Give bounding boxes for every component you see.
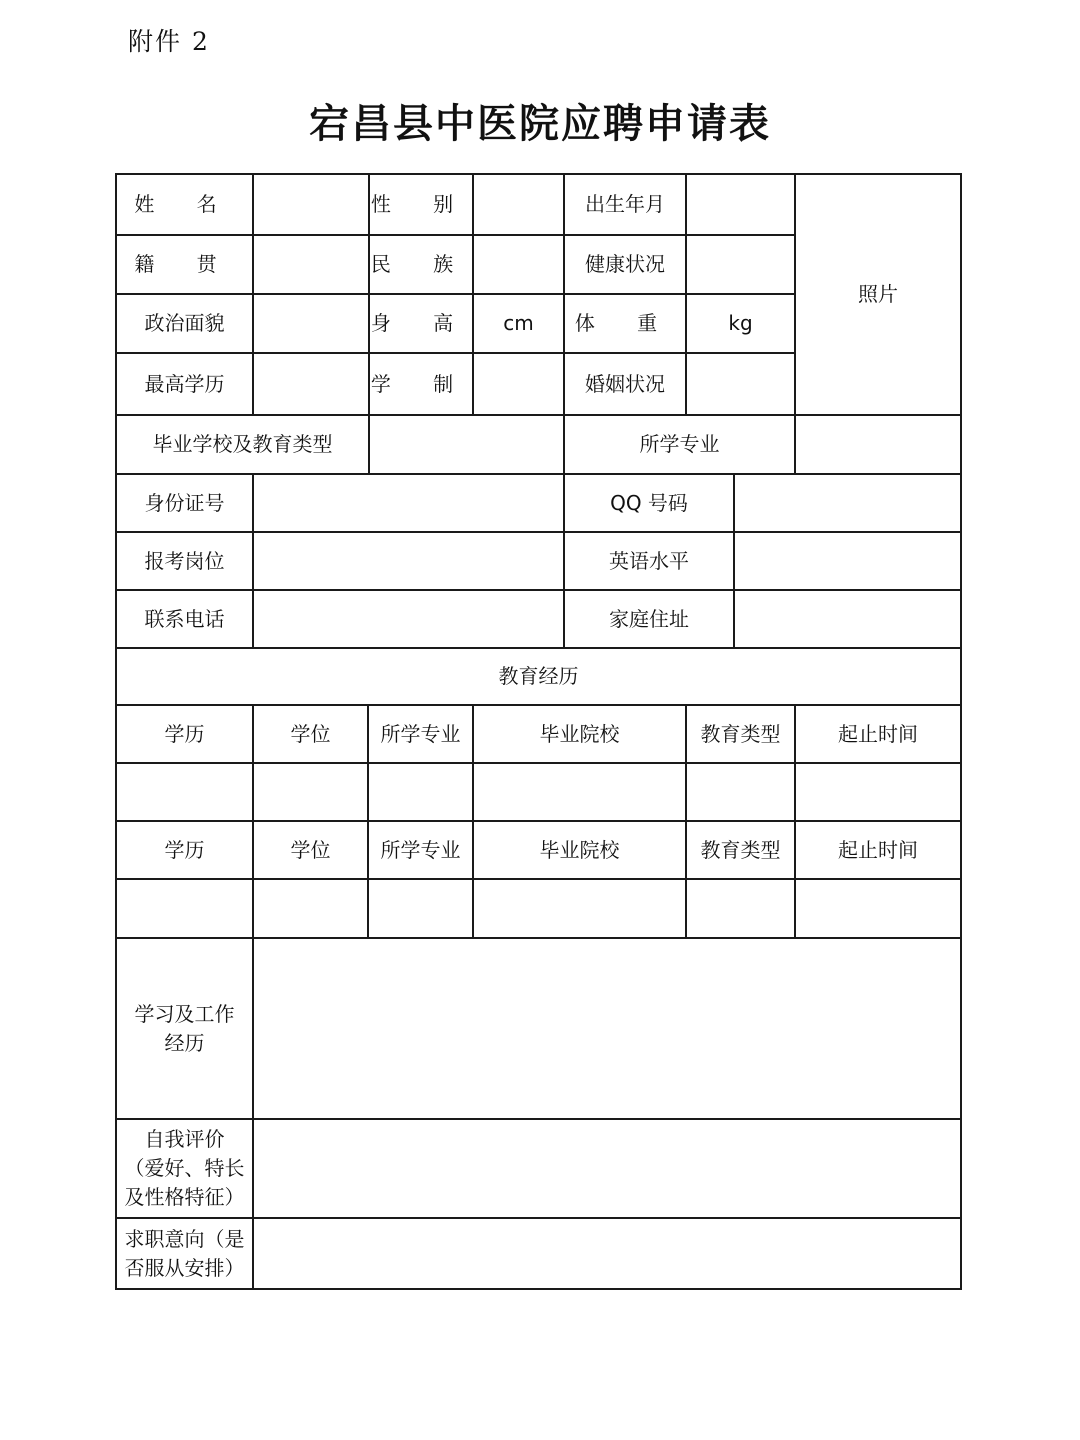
edu-col-school: 毕业院校 xyxy=(473,821,686,879)
edu-period-cell[interactable] xyxy=(795,763,961,821)
page-title: 宕昌县中医院应聘申请表 xyxy=(309,100,771,147)
edu-col-school: 毕业院校 xyxy=(473,705,686,763)
weight-unit: kg xyxy=(728,311,753,335)
self-evaluation-label: 自我评价 （爱好、特长 及性格特征） xyxy=(116,1119,253,1218)
health-label: 健康状况 xyxy=(564,235,686,294)
name-field[interactable] xyxy=(253,174,369,235)
height-unit: cm xyxy=(503,311,534,335)
edu-degree-level-cell[interactable] xyxy=(116,763,253,821)
height-label: 身 高 xyxy=(369,294,473,353)
marital-status-field[interactable] xyxy=(686,353,795,415)
major-label: 所学专业 xyxy=(564,415,795,474)
id-number-field[interactable] xyxy=(253,474,564,532)
edu-type-cell[interactable] xyxy=(686,763,795,821)
edu-degree-level-cell[interactable] xyxy=(116,879,253,938)
edu-col-type: 教育类型 xyxy=(686,705,795,763)
edu-major-cell[interactable] xyxy=(368,879,473,938)
education-entry-row xyxy=(116,879,961,938)
political-status-field[interactable] xyxy=(253,294,369,353)
major-field[interactable] xyxy=(795,415,961,474)
phone-label: 联系电话 xyxy=(116,590,253,648)
school-and-type-field[interactable] xyxy=(369,415,564,474)
highest-education-label: 最高学历 xyxy=(116,353,253,415)
table-row xyxy=(116,174,961,235)
school-and-type-label: 毕业学校及教育类型 xyxy=(116,415,369,474)
education-header-row xyxy=(116,705,961,763)
english-level-field[interactable] xyxy=(734,532,961,590)
gender-label: 性 别 xyxy=(369,174,473,235)
table-row xyxy=(116,648,961,705)
education-entry-row xyxy=(116,763,961,821)
home-address-label: 家庭住址 xyxy=(564,590,734,648)
table-row xyxy=(116,1218,961,1289)
native-place-label: 籍 贯 xyxy=(116,235,253,294)
table-row xyxy=(116,474,961,532)
edu-col-period: 起止时间 xyxy=(795,705,961,763)
native-place-field[interactable] xyxy=(253,235,369,294)
id-number-label: 身份证号 xyxy=(116,474,253,532)
edu-col-degree: 学位 xyxy=(253,821,368,879)
edu-degree-cell[interactable] xyxy=(253,763,368,821)
self-evaluation-field[interactable] xyxy=(253,1119,961,1218)
position-field[interactable] xyxy=(253,532,564,590)
photo-label: 照片 xyxy=(858,282,898,306)
photo-box[interactable] xyxy=(795,174,961,415)
edu-school-cell[interactable] xyxy=(473,879,686,938)
weight-field[interactable] xyxy=(686,294,795,353)
english-level-label: 英语水平 xyxy=(564,532,734,590)
phone-field[interactable] xyxy=(253,590,564,648)
table-row xyxy=(116,590,961,648)
health-field[interactable] xyxy=(686,235,795,294)
weight-label: 体 重 xyxy=(564,294,686,353)
highest-education-field[interactable] xyxy=(253,353,369,415)
edu-col-degree: 学位 xyxy=(253,705,368,763)
height-field[interactable] xyxy=(473,294,564,353)
schooling-length-field[interactable] xyxy=(473,353,564,415)
qq-field[interactable] xyxy=(734,474,961,532)
study-work-label: 学习及工作 经历 xyxy=(116,938,253,1119)
edu-major-cell[interactable] xyxy=(368,763,473,821)
political-status-label: 政治面貌 xyxy=(116,294,253,353)
birth-field[interactable] xyxy=(686,174,795,235)
table-row xyxy=(116,415,961,474)
ethnicity-label: 民 族 xyxy=(369,235,473,294)
position-label: 报考岗位 xyxy=(116,532,253,590)
application-form-table xyxy=(115,173,962,1290)
edu-col-degree-level: 学历 xyxy=(116,705,253,763)
education-header-row xyxy=(116,821,961,879)
table-row xyxy=(116,938,961,1119)
edu-col-period: 起止时间 xyxy=(795,821,961,879)
table-row xyxy=(116,532,961,590)
study-work-field[interactable] xyxy=(253,938,961,1119)
gender-field[interactable] xyxy=(473,174,564,235)
edu-degree-cell[interactable] xyxy=(253,879,368,938)
edu-school-cell[interactable] xyxy=(473,763,686,821)
attachment-label: 附件 2 xyxy=(128,27,210,56)
education-section-title: 教育经历 xyxy=(116,648,961,705)
table-row xyxy=(116,1119,961,1218)
job-intention-field[interactable] xyxy=(253,1218,961,1289)
edu-col-type: 教育类型 xyxy=(686,821,795,879)
edu-col-degree-level: 学历 xyxy=(116,821,253,879)
marital-status-label: 婚姻状况 xyxy=(564,353,686,415)
name-label: 姓 名 xyxy=(116,174,253,235)
birth-label: 出生年月 xyxy=(564,174,686,235)
edu-col-major: 所学专业 xyxy=(368,705,473,763)
qq-label: QQ 号码 xyxy=(564,474,734,532)
edu-col-major: 所学专业 xyxy=(368,821,473,879)
edu-period-cell[interactable] xyxy=(795,879,961,938)
edu-type-cell[interactable] xyxy=(686,879,795,938)
job-intention-label: 求职意向（是 否服从安排） xyxy=(116,1218,253,1289)
schooling-length-label: 学 制 xyxy=(369,353,473,415)
ethnicity-field[interactable] xyxy=(473,235,564,294)
home-address-field[interactable] xyxy=(734,590,961,648)
